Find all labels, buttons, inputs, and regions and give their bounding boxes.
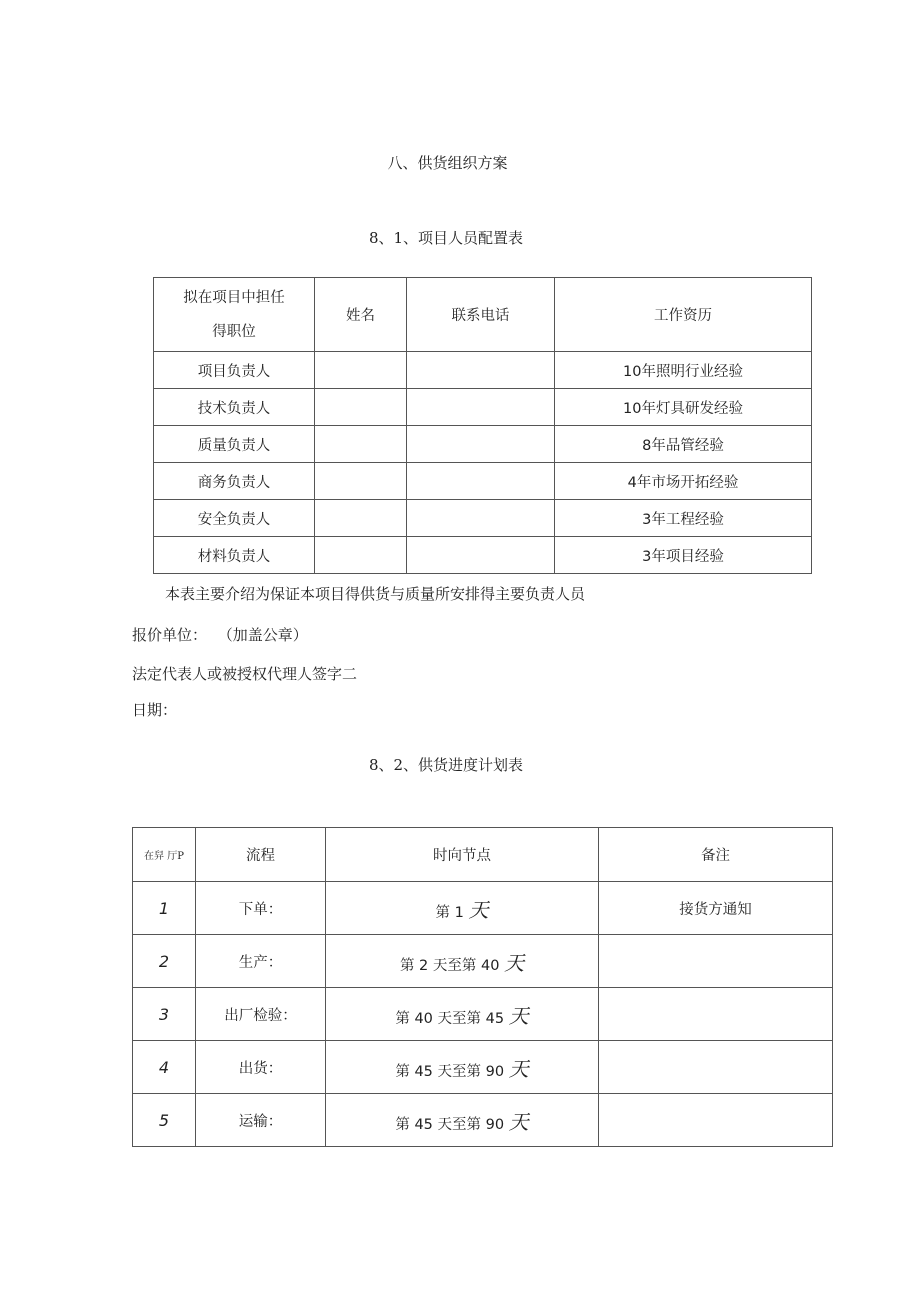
quote-unit-line bbox=[132, 624, 308, 645]
table-row bbox=[154, 537, 812, 574]
section-title: 八、供货组织方案 bbox=[387, 154, 508, 172]
start-day: 2 bbox=[419, 957, 429, 974]
experience-years: 3 bbox=[642, 548, 652, 565]
day-unit: 天 bbox=[468, 897, 489, 922]
end-day: 40 bbox=[481, 957, 500, 974]
seq-cell: 4 bbox=[133, 1041, 196, 1094]
process-cell: 运输： bbox=[196, 1094, 326, 1147]
table-row bbox=[133, 988, 833, 1041]
seq-cell: 1 bbox=[133, 882, 196, 935]
end-day: 90 bbox=[485, 1063, 505, 1080]
schedule-table-title: 8、2、供货进度计划表 bbox=[368, 756, 524, 774]
experience-years: 4 bbox=[627, 474, 637, 491]
remark-cell bbox=[599, 1094, 833, 1147]
table-row bbox=[133, 935, 833, 988]
table-row bbox=[154, 500, 812, 537]
end-day: 45 bbox=[485, 1010, 505, 1027]
table-row bbox=[154, 463, 812, 500]
position-cell: 项目负责人 bbox=[154, 352, 315, 389]
day-unit: 天 bbox=[508, 1109, 529, 1134]
start-day: 40 bbox=[414, 1010, 433, 1027]
staff-table-header-row bbox=[154, 278, 812, 352]
name-cell[interactable] bbox=[315, 463, 407, 500]
day-unit: 天 bbox=[504, 950, 525, 975]
seq-cell: 2 bbox=[133, 935, 196, 988]
time-middle: 天至第 bbox=[437, 1063, 481, 1080]
time-prefix: 第 bbox=[399, 957, 415, 974]
quote-unit-label: 报价单位： bbox=[132, 626, 208, 644]
header-remark: 备注 bbox=[599, 828, 833, 882]
header-time: 时向节点 bbox=[326, 828, 599, 882]
name-cell[interactable] bbox=[315, 389, 407, 426]
remark-cell bbox=[599, 935, 833, 988]
process-cell: 出厂检验： bbox=[196, 988, 326, 1041]
header-seq: 在舁 厅P bbox=[133, 828, 196, 882]
experience-cell bbox=[555, 426, 812, 463]
position-cell: 安全负责人 bbox=[154, 500, 315, 537]
name-cell[interactable] bbox=[315, 426, 407, 463]
time-middle: 天至第 bbox=[432, 957, 477, 974]
day-unit: 天 bbox=[508, 1003, 529, 1028]
experience-cell bbox=[555, 352, 812, 389]
time-cell bbox=[326, 988, 599, 1041]
experience-text: 年灯具研发经验 bbox=[641, 400, 743, 417]
table-row bbox=[154, 426, 812, 463]
start-day: 45 bbox=[414, 1116, 433, 1133]
experience-cell bbox=[555, 389, 812, 426]
seq-cell: 5 bbox=[133, 1094, 196, 1147]
time-cell bbox=[326, 935, 599, 988]
experience-text: 年品管经验 bbox=[651, 437, 724, 454]
time-cell bbox=[326, 1041, 599, 1094]
header-name: 姓名 bbox=[315, 278, 407, 352]
schedule-table-header-row bbox=[133, 828, 833, 882]
experience-years: 3 bbox=[642, 511, 652, 528]
header-position-line1: 拟在项目中担任 bbox=[183, 289, 285, 306]
table-row bbox=[154, 389, 812, 426]
remark-cell: 接货方通知 bbox=[599, 882, 833, 935]
seq-cell: 3 bbox=[133, 988, 196, 1041]
experience-text: 年市场开拓经验 bbox=[636, 474, 739, 491]
name-cell[interactable] bbox=[315, 537, 407, 574]
experience-years: 10 bbox=[623, 400, 642, 417]
experience-years: 10 bbox=[623, 363, 642, 380]
time-prefix: 第 bbox=[435, 904, 451, 921]
day-unit: 天 bbox=[508, 1056, 529, 1081]
phone-cell[interactable] bbox=[407, 389, 555, 426]
remark-cell bbox=[599, 1041, 833, 1094]
experience-text: 年工程经验 bbox=[651, 511, 724, 528]
phone-cell[interactable] bbox=[407, 463, 555, 500]
start-day: 1 bbox=[454, 904, 464, 921]
experience-text: 年项目经验 bbox=[651, 548, 724, 565]
phone-cell[interactable] bbox=[407, 500, 555, 537]
remark-cell bbox=[599, 988, 833, 1041]
phone-cell[interactable] bbox=[407, 537, 555, 574]
process-cell: 生产： bbox=[196, 935, 326, 988]
position-cell: 商务负责人 bbox=[154, 463, 315, 500]
start-day: 45 bbox=[414, 1063, 433, 1080]
signature-line: 法定代表人或被授权代理人签字二 bbox=[132, 665, 358, 683]
experience-cell bbox=[555, 500, 812, 537]
time-middle: 天至第 bbox=[437, 1010, 481, 1027]
experience-years: 8 bbox=[642, 437, 652, 454]
date-label: 日期： bbox=[132, 701, 178, 719]
time-cell bbox=[326, 1094, 599, 1147]
process-cell: 出货： bbox=[196, 1041, 326, 1094]
position-cell: 材料负责人 bbox=[154, 537, 315, 574]
position-cell: 质量负责人 bbox=[154, 426, 315, 463]
name-cell[interactable] bbox=[315, 500, 407, 537]
name-cell[interactable] bbox=[315, 352, 407, 389]
position-cell: 技术负责人 bbox=[154, 389, 315, 426]
header-experience: 工作资历 bbox=[555, 278, 812, 352]
quote-unit-seal: （加盖公章） bbox=[217, 626, 308, 644]
phone-cell[interactable] bbox=[407, 426, 555, 463]
time-middle: 天至第 bbox=[437, 1116, 481, 1133]
time-prefix: 第 bbox=[395, 1116, 410, 1133]
header-phone: 联系电话 bbox=[407, 278, 555, 352]
header-position-line2: 得职位 bbox=[212, 323, 256, 340]
time-prefix: 第 bbox=[395, 1010, 410, 1027]
table-note: 本表主要介绍为保证本项目得供货与质量所安排得主要负责人员 bbox=[165, 585, 586, 603]
time-cell bbox=[326, 882, 599, 935]
end-day: 90 bbox=[485, 1116, 505, 1133]
experience-cell bbox=[555, 463, 812, 500]
process-cell: 下单： bbox=[196, 882, 326, 935]
staff-table-title: 8、1、项目人员配置表 bbox=[368, 229, 524, 247]
staff-table bbox=[153, 277, 812, 574]
header-process: 流程 bbox=[196, 828, 326, 882]
table-row bbox=[154, 352, 812, 389]
experience-cell bbox=[555, 537, 812, 574]
table-row bbox=[133, 882, 833, 935]
table-row bbox=[133, 1094, 833, 1147]
table-row bbox=[133, 1041, 833, 1094]
phone-cell[interactable] bbox=[407, 352, 555, 389]
schedule-table bbox=[132, 827, 833, 1147]
header-position bbox=[154, 278, 315, 352]
experience-text: 年照明行业经验 bbox=[641, 363, 743, 380]
time-prefix: 第 bbox=[395, 1063, 410, 1080]
